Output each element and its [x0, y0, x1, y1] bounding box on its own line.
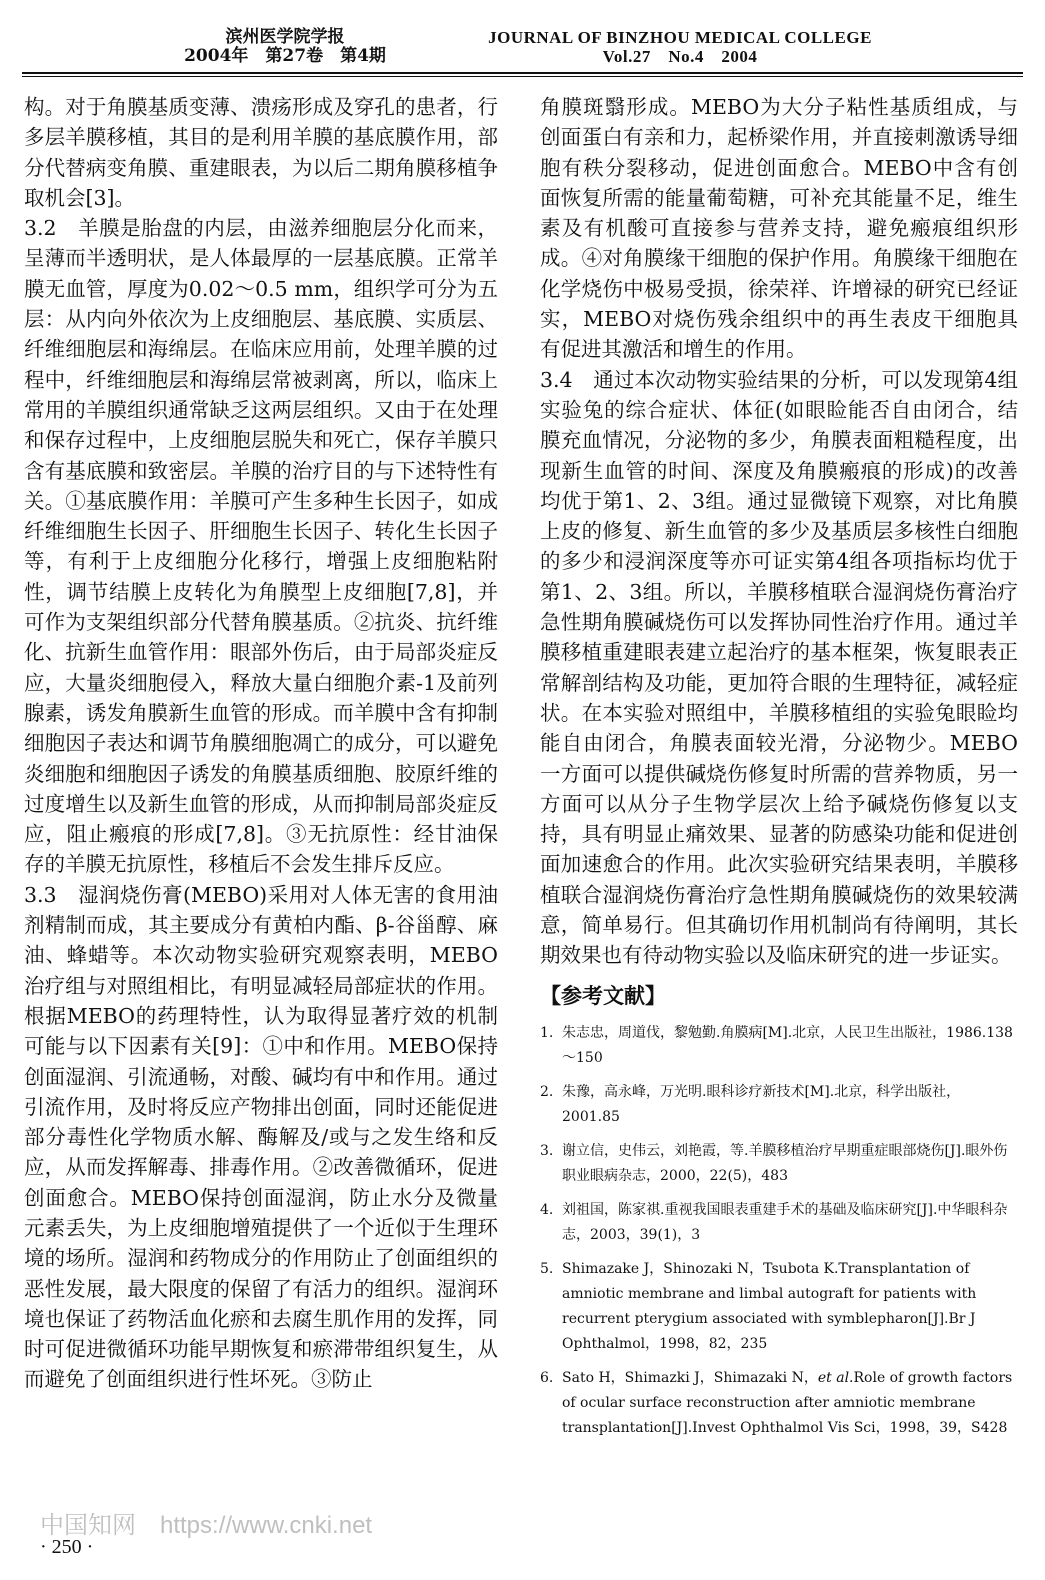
reference-number: 3.	[540, 1142, 554, 1159]
en-issue: Vol.27 No.4 2004	[602, 47, 758, 66]
reference-number: 2.	[540, 1083, 554, 1100]
reference-text: 谢立信，史伟云，刘艳霞，等.羊膜移植治疗早期重症眼部烧伤[J].眼外伤职业眼病杂志，2000，22(5)，483	[562, 1142, 1008, 1184]
cn-issue: 2004年 第27卷 第4期	[184, 46, 386, 66]
reference-text: .Role of growth factors of ocular surface reconstruction after amniotic membrane transplantation[J].Invest Ophthalmol Vis Sci，1998，39，S428	[562, 1369, 1013, 1436]
paragraph: 构。对于角膜基质变薄、溃疡形成及穿孔的患者，行多层羊膜移植，其目的是利用羊膜的基底膜作用，部分代替病变角膜、重建眼表，为以后二期角膜移植争取机会[3]。	[24, 95, 498, 210]
page-number: · 250 ·	[40, 1536, 94, 1558]
paragraph: 3.3 湿润烧伤膏(MEBO)采用对人体无害的食用油剂精制而成，其主要成分有黄柏内酯、β-谷甾醇、麻油、蜂蜡等。本次动物实验研究观察表明，MEBO治疗组与对照组相比，有明显减轻局部症状的作用。根据MEBO的药理特性，认为取得显著疗效的机制可能与以下因素有关[9]：①中和作用。MEBO保持创面湿润、引流通畅，对酸、碱均有中和作用。通过引流作用，及时将反应产物排出创面，同时还能促进部分毒性化学物质水解、酶解及/或与之发生络和反应，从而发挥解毒、排毒作用。②改善微循环，促进创面愈合。MEBO保持创面湿润，防止水分及微量元素丢失，为上皮细胞增殖提供了一个近似于生理环境的场所。湿润和药物成分的作用防止了创面组织的恶性发展，最大限度的保留了有活力的组织。湿润环境也保证了药物活血化瘀和去腐生肌作用的发挥，同时可促进微循环功能早期恢复和瘀滞带组织复生，从而避免了创面组织进行性坏死。③防止	[24, 882, 498, 1392]
left-column	[24, 92, 498, 1395]
reference-text: 朱志忠，周道伐，黎勉勤.角膜病[M].北京，人民卫生出版社，1986.138～150	[562, 1024, 1013, 1066]
paragraph: 3.4 通过本次动物实验结果的分析，可以发现第4组实验兔的综合症状、体征(如眼睑能否自由闭合，结膜充血情况，分泌物的多少，角膜表面粗糙程度，出现新生血管的时间、深度及角膜瘢痕的形成)的改善均优于第1、2、3组。通过显微镜下观察，对比角膜上皮的修复、新生血管的多少及基质层多核性白细胞的多少和浸润深度等亦可证实第4组各项指标均优于第1、2、3组。所以，羊膜移植联合湿润烧伤膏治疗急性期角膜碱烧伤可以发挥协同性治疗作用。通过羊膜移植重建眼表建立起治疗的基本框架，恢复眼表正常解剖结构及功能，更加符合眼的生理特征，减轻症状。在本实验对照组中，羊膜移植组的实验兔眼睑均能自由闭合，角膜表面较光滑，分泌物少。MEBO一方面可以提供碱烧伤修复时所需的营养物质，另一方面可以从分子生物学层次上给予碱烧伤修复以支持，具有明显止痛效果、显著的防感染功能和促进创面加速愈合的作用。此次实验研究结果表明，羊膜移植联合湿润烧伤膏治疗急性期角膜碱烧伤的效果较满意，简单易行。但其确切作用机制尚有待阐明，其长期效果也有待动物实验以及临床研究的进一步证实。	[540, 367, 1018, 968]
paragraph: 角膜斑翳形成。MEBO为大分子粘性基质组成，与创面蛋白有亲和力，起桥梁作用，并直接刺激诱导细胞有秩分裂移动，促进创面愈合。MEBO中含有创面恢复所需的能量葡萄糖，可补充其能量不足，维生素及有机酸可直接参与营养支持，避免瘢痕组织形成。④对角膜缘干细胞的保护作用。角膜缘干细胞在化学烧伤中极易受损，徐荣祥、许增禄的研究已经证实，MEBO对烧伤残余组织中的再生表皮干细胞具有促进其激活和增生的作用。	[540, 95, 1018, 362]
reference-item	[540, 1080, 1018, 1130]
header-cn	[160, 28, 410, 66]
reference-number: 6.	[540, 1369, 554, 1386]
reference-text: 朱豫，高永峰，万光明.眼科诊疗新技术[M].北京，科学出版社，2001.85	[562, 1083, 961, 1125]
reference-item	[540, 1366, 1018, 1441]
header-en	[470, 28, 890, 66]
header-rule-thin	[22, 76, 1023, 77]
reference-text: Sato H，Shimazki J，Shimazaki N，	[562, 1369, 818, 1386]
right-column	[540, 92, 1018, 1450]
en-journal-title: JOURNAL OF BINZHOU MEDICAL COLLEGE	[488, 28, 872, 47]
paragraph: 3.2 羊膜是胎盘的内层，由滋养细胞层分化而来，呈薄而半透明状，是人体最厚的一层基底膜。正常羊膜无血管，厚度为0.02～0.5 mm，组织学可分为五层：从内向外依次为上皮细胞层、基底膜、实质层、纤维细胞层和海绵层。在临床应用前，处理羊膜的过程中，纤维细胞层和海绵层常被剥离，所以，临床上常用的羊膜组织通常缺乏这两层组织。又由于在处理和保存过程中，上皮细胞层脱失和死亡，保存羊膜只含有基底膜和致密层。羊膜的治疗目的与下述特性有关。①基底膜作用：羊膜可产生多种生长因子，如成纤维细胞生长因子、肝细胞生长因子、转化生长因子等，有利于上皮细胞分化移行，增强上皮细胞粘附性，调节结膜上皮转化为角膜型上皮细胞[7,8]，并可作为支架组织部分代替角膜基质。②抗炎、抗纤维化、抗新生血管作用：眼部外伤后，由于局部炎症反应，大量炎细胞侵入，释放大量白细胞介素-1及前列腺素，诱发角膜新生血管的形成。而羊膜中含有抑制细胞因子表达和调节角膜细胞凋亡的成分，可以避免炎细胞和细胞因子诱发的角膜基质细胞、胶原纤维的过度增生以及新生血管的形成，从而抑制局部炎症反应，阻止瘢痕的形成[7,8]。③无抗原性：经甘油保存的羊膜无抗原性，移植后不会发生排斥反应。	[24, 216, 498, 877]
reference-text: 刘祖国，陈家祺.重视我国眼表重建手术的基础及临床研究[J].中华眼科杂志，2003，39(1)，3	[562, 1201, 1008, 1243]
references-heading: 【参考文献】	[540, 982, 666, 1008]
reference-item	[540, 1257, 1018, 1357]
reference-item	[540, 1139, 1018, 1189]
reference-item	[540, 1198, 1018, 1248]
reference-etal: et al	[817, 1369, 850, 1386]
reference-number: 4.	[540, 1201, 554, 1218]
reference-item	[540, 1021, 1018, 1071]
header-rule	[22, 72, 1023, 74]
watermark: 中国知网 https://www.cnki.net	[40, 1512, 373, 1539]
cn-journal-title: 滨州医学院学报	[225, 27, 345, 47]
reference-text: Shimazake J，Shinozaki N，Tsubota K.Transplantation of amniotic membrane and limbal autograft for patients with recurrent pterygium associated with symblepharon[J].Br J Ophthalmol，1998，82，235	[562, 1260, 977, 1352]
reference-number: 5.	[540, 1260, 554, 1277]
references-list	[540, 1021, 1018, 1441]
reference-number: 1.	[540, 1024, 554, 1041]
